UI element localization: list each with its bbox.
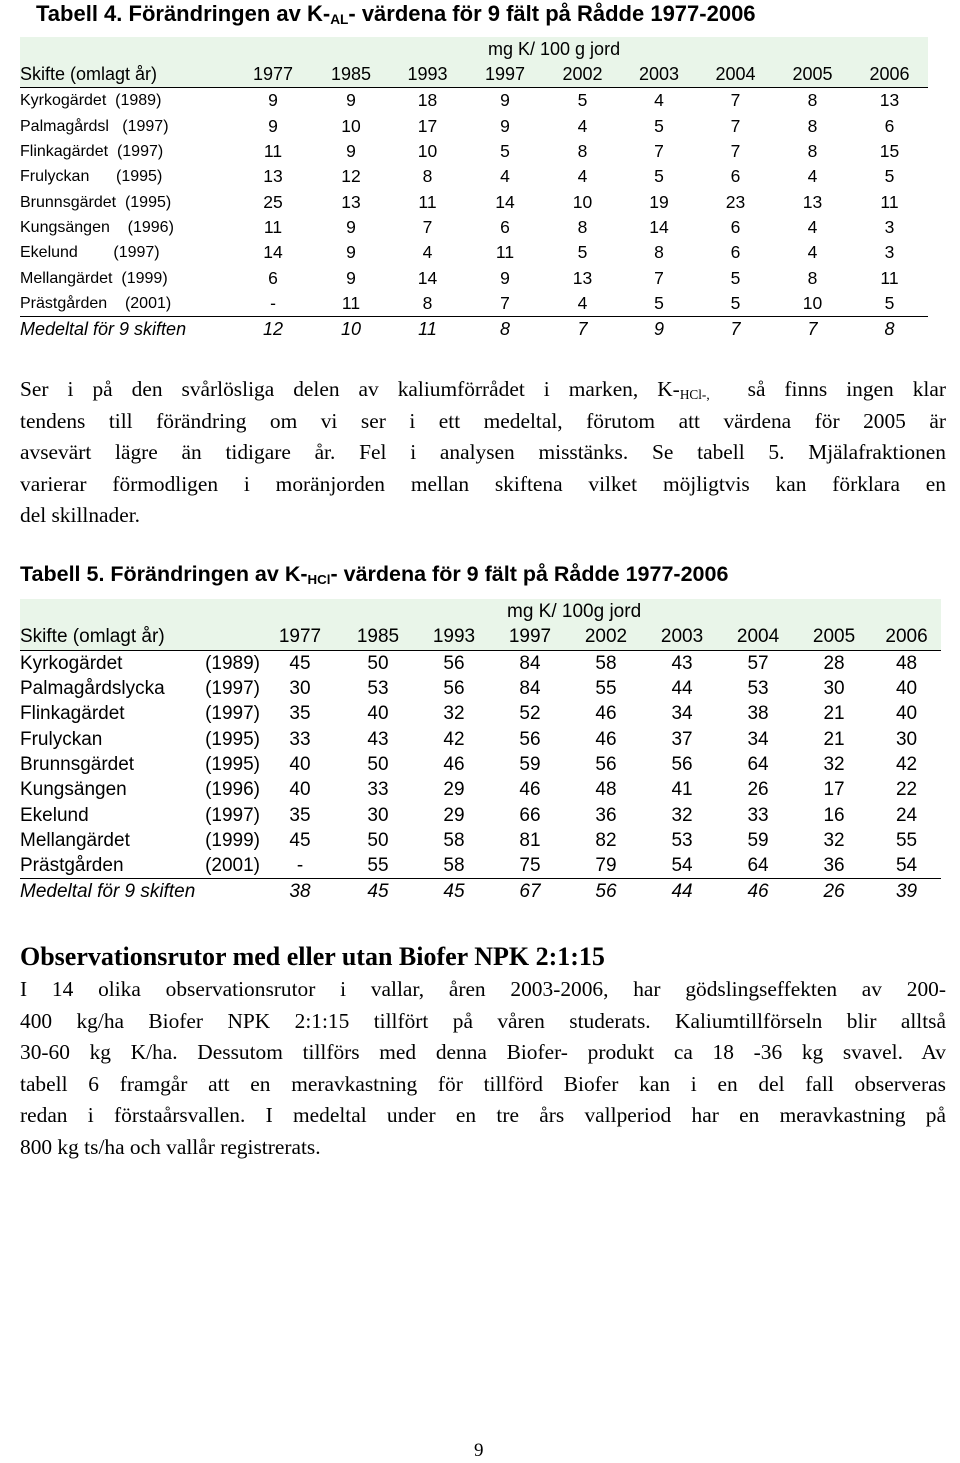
- table4-cell: 5: [851, 291, 928, 317]
- table4-cell: 14: [417, 267, 438, 288]
- table5-cell: 40: [289, 753, 311, 775]
- table4-row: [20, 114, 928, 139]
- table4-row-name: Kungsängen (1996): [20, 218, 174, 236]
- table4-cell: 4: [544, 291, 621, 317]
- table5-row-name-cell: [20, 701, 260, 726]
- table4-header-label: Skifte (omlagt år): [20, 62, 233, 88]
- table5-row: [20, 676, 941, 701]
- table4-row-name: Prästgården (2001): [20, 291, 233, 317]
- table4-mean-cell: 7: [730, 319, 741, 340]
- table4-cell: 5: [577, 90, 588, 111]
- table4-cell: 14: [649, 216, 669, 237]
- table4-year-header: 1997: [466, 62, 544, 88]
- table5-year-header: 1977: [260, 624, 340, 650]
- table4-year-header: 1985: [313, 62, 389, 88]
- table4-row-name: Brunnsgärdet (1995): [20, 193, 172, 211]
- table5-cell: 28: [823, 652, 845, 674]
- table5-row-name: Frulyckan: [20, 728, 103, 750]
- table4-cell: 10: [572, 191, 593, 212]
- table5-row-name: Kyrkogärdet: [20, 652, 123, 674]
- table5-cell: 50: [367, 652, 389, 674]
- table4-cell: 7: [654, 267, 664, 288]
- table5-row-name-cell: [20, 752, 260, 777]
- table4-cell: 8: [807, 141, 818, 162]
- table4-cell: 5: [697, 291, 774, 317]
- table5-row-name-cell: [20, 777, 260, 802]
- table5-row-name-cell: [20, 676, 260, 701]
- table4-year-header: 1977: [233, 62, 313, 88]
- table4-cell: 4: [577, 166, 588, 187]
- table5-cell: 48: [895, 652, 918, 674]
- table5-row-name-cell: [20, 828, 260, 853]
- table4-mean-cell: 12: [262, 319, 284, 340]
- table4-row: [20, 240, 928, 265]
- table4-cell: 10: [341, 115, 361, 136]
- table4-cell: 23: [725, 191, 746, 212]
- table5-cell: 33: [747, 804, 769, 826]
- table5-row: [20, 853, 941, 879]
- table5-cell: 57: [747, 652, 769, 674]
- table5-year-header: 2004: [720, 624, 796, 650]
- table5-row: [20, 828, 941, 853]
- table5-cell: 54: [644, 853, 720, 879]
- table5-cell: 16: [823, 804, 845, 826]
- table4-cell: 12: [341, 166, 361, 187]
- table5-row-name: Mellangärdet: [20, 829, 130, 851]
- table4-cell: 4: [654, 90, 664, 111]
- table4-cell: 11: [263, 141, 283, 162]
- table4-mean-cell: 9: [653, 319, 664, 340]
- table5-cell: 45: [289, 829, 311, 851]
- table4-cell: 4: [500, 166, 510, 187]
- table5: [20, 599, 941, 905]
- table5-cell: 64: [747, 753, 769, 775]
- table5-cell: 36: [595, 804, 617, 826]
- table4-cell: 8: [654, 242, 664, 263]
- paragraph-k-hcl: [20, 374, 946, 532]
- table4-body: [20, 88, 928, 317]
- paragraph-biofer: [20, 974, 946, 1163]
- table4-cell: 5: [577, 242, 588, 263]
- table4-cell: 6: [884, 115, 895, 136]
- table5-cell: 58: [416, 853, 492, 879]
- table5-cell: 56: [443, 652, 465, 674]
- table5-mean-cell: 45: [367, 881, 389, 903]
- table5-cell: 40: [895, 703, 918, 725]
- table5-cell: 40: [367, 703, 389, 725]
- table4-mean-cell: 7: [807, 319, 818, 340]
- table4-cell: 25: [263, 191, 283, 212]
- table5-cell: 79: [568, 853, 644, 879]
- page-number: 9: [474, 1440, 484, 1461]
- table4-row: [20, 164, 928, 189]
- table5-cell: 32: [823, 753, 845, 775]
- paragraph-line: I 14 olika observationsrutor i vallar, åren 2003-2006, har gödslingseffekten av 200-: [20, 977, 946, 1001]
- table5-caption-text-end: - värdena för 9 fält på Rådde 1977-2006: [330, 562, 729, 586]
- table4-cell: 4: [577, 115, 588, 136]
- table4-cell: 5: [730, 267, 741, 288]
- table4-cell: 7: [654, 141, 664, 162]
- table5-row-name: Ekelund: [20, 804, 89, 826]
- table4-cell: 19: [649, 191, 669, 212]
- table5-cell: 26: [747, 779, 769, 801]
- table4-cell: 5: [654, 166, 664, 187]
- table4-cell: 13: [572, 267, 593, 288]
- table4-cell: 13: [341, 191, 361, 212]
- table4-row-name: Ekelund (1997): [20, 244, 160, 262]
- table4-caption: [36, 1, 756, 27]
- table5-header-row: [20, 624, 941, 650]
- table5-cell: 50: [367, 753, 389, 775]
- table4-cell: 6: [268, 267, 278, 288]
- table4-cell: 8: [807, 115, 818, 136]
- table5-caption: [20, 562, 728, 587]
- table5-cell: 52: [519, 703, 541, 725]
- table5-cell: 64: [720, 853, 796, 879]
- table4-row-name: Kyrkogärdet (1989): [20, 92, 162, 110]
- table4-cell: 8: [577, 141, 588, 162]
- table4-cell: 9: [268, 90, 278, 111]
- table5-year-header: 2003: [644, 624, 720, 650]
- table5-cell: 54: [872, 853, 941, 879]
- table4-year-header: 1993: [389, 62, 466, 88]
- table4-cell: 11: [880, 191, 899, 212]
- table5-cell: 36: [796, 853, 872, 879]
- table5-cell: 34: [671, 703, 693, 725]
- table4-caption-sub: AL: [330, 12, 349, 27]
- table4-cell: 9: [268, 115, 278, 136]
- table5-row-year: (1996): [205, 779, 260, 801]
- table4-cell: 8: [577, 216, 588, 237]
- table5-cell: -: [260, 853, 340, 879]
- table4-cell: 8: [422, 166, 433, 187]
- table5-row-year: (1997): [205, 703, 260, 725]
- table4-cell: 7: [730, 141, 741, 162]
- table4-cell: 4: [807, 242, 818, 263]
- table4-caption-text: Tabell 4. Förändringen av K-: [36, 1, 331, 26]
- table4-cell: -: [233, 291, 313, 317]
- table5-unit: mg K/ 100g jord: [492, 599, 720, 624]
- table5-cell: 45: [289, 652, 311, 674]
- table5-cell: 24: [895, 804, 918, 826]
- table5-year-header: 1997: [492, 624, 568, 650]
- table5-cell: 46: [519, 779, 541, 801]
- table5-cell: 58: [595, 652, 617, 674]
- table5-row-year: (1999): [205, 829, 260, 851]
- table5-cell: 33: [367, 779, 389, 801]
- table5-mean-cell: 44: [671, 881, 693, 903]
- table5-cell: 59: [747, 829, 769, 851]
- table5-cell: 56: [443, 678, 465, 700]
- table4-mean-cell: 8: [884, 319, 895, 340]
- table5-row-name-cell: [20, 853, 260, 879]
- table4-cell: 18: [417, 90, 438, 111]
- table4-cell: 9: [346, 90, 356, 111]
- table4-mean-cell: 11: [418, 319, 437, 340]
- table5-cell: 29: [443, 804, 465, 826]
- table5-cell: 44: [671, 678, 693, 700]
- table4-unit: mg K/ 100 g jord: [466, 37, 697, 62]
- table5-row: [20, 650, 941, 676]
- table5-cell: 84: [519, 678, 541, 700]
- table5-row: [20, 802, 941, 827]
- table4-cell: 9: [500, 90, 510, 111]
- table4-cell: 8: [807, 267, 818, 288]
- table4-cell: 13: [879, 90, 900, 111]
- table5-row: [20, 752, 941, 777]
- paragraph-sub: HCl-,: [679, 387, 710, 402]
- table5-cell: 22: [895, 779, 918, 801]
- table5-cell: 30: [289, 678, 311, 700]
- table4-cell: 6: [730, 216, 741, 237]
- table4-cell: 11: [418, 191, 437, 212]
- table5-cell: 34: [747, 728, 769, 750]
- table5-unit-row: [20, 599, 941, 624]
- table5-mean-cell: 39: [895, 881, 918, 903]
- table5-cell: 30: [895, 728, 918, 750]
- table5-row-name-cell: [20, 650, 260, 676]
- table5-row: [20, 701, 941, 726]
- table4-cell: 6: [500, 216, 510, 237]
- table5-row-name: Palmagårdslycka: [20, 678, 165, 700]
- table4-cell: 5: [884, 166, 895, 187]
- table4-cell: 4: [807, 216, 818, 237]
- table4-cell: 13: [802, 191, 823, 212]
- table5-cell: 53: [671, 829, 693, 851]
- table5-row: [20, 777, 941, 802]
- table5-row: [20, 726, 941, 751]
- table5-caption-sub: HCl: [307, 572, 331, 587]
- table5-row-year: (1989): [205, 652, 260, 674]
- table5-cell: 29: [443, 779, 465, 801]
- paragraph-line: avsevärt lägre än tidigare år. Fel i analysen misstänks. Se tabell 5. Mjälafraktionen: [20, 440, 946, 464]
- table5-year-header: 2002: [568, 624, 644, 650]
- table5-cell: 66: [519, 804, 541, 826]
- table5-cell: 56: [671, 753, 693, 775]
- table4-caption-text-end: - värdena för 9 fält på Rådde 1977-2006: [348, 1, 756, 26]
- table5-mean-cell: 67: [519, 881, 541, 903]
- table5-cell: 43: [671, 652, 693, 674]
- table5-row-year: (1997): [205, 678, 260, 700]
- table4-row: [20, 291, 928, 317]
- table5-cell: 32: [443, 703, 465, 725]
- table4-mean-row: [20, 316, 928, 342]
- paragraph-line: 400 kg/ha Biofer NPK 2:1:15 tillfört på våren studerats. Kaliumtillförseln blir alltså: [20, 1008, 946, 1033]
- table4-cell: 5: [500, 141, 510, 162]
- table5-cell: 42: [895, 753, 918, 775]
- table5-row-year: (1995): [205, 753, 260, 775]
- table4-row-name: Flinkagärdet (1997): [20, 143, 164, 161]
- table4-cell: 4: [807, 166, 818, 187]
- table5-cell: 30: [367, 804, 389, 826]
- table5-mean-cell: 45: [443, 881, 465, 903]
- table4-cell: 9: [346, 141, 356, 162]
- table4-year-header: 2004: [697, 62, 774, 88]
- table5-row-name: Brunnsgärdet: [20, 753, 135, 775]
- table4-unit-row: [20, 37, 928, 62]
- table5-year-header: 2006: [872, 624, 941, 650]
- table4-cell: 7: [730, 115, 741, 136]
- table5-mean-cell: 56: [595, 881, 617, 903]
- table4-cell: 13: [263, 166, 283, 187]
- table5-cell: 46: [443, 753, 465, 775]
- table5-cell: 81: [519, 829, 541, 851]
- table4: [20, 37, 928, 342]
- table4-cell: 9: [500, 267, 510, 288]
- table4-row: [20, 88, 928, 114]
- table4-year-header: 2002: [544, 62, 621, 88]
- table5-caption-text: Tabell 5. Förändringen av K-: [20, 562, 308, 586]
- paragraph-line: 30-60 kg K/ha. Dessutom tillförs med denna Biofer- produkt ca 18 -36 kg svavel. Av: [20, 1040, 946, 1064]
- table4-cell: 11: [495, 242, 515, 263]
- table4-cell: 7: [730, 90, 741, 111]
- table4-cell: 9: [346, 216, 356, 237]
- table4-cell: 14: [263, 242, 283, 263]
- table5-cell: 46: [595, 703, 617, 725]
- table4-cell: 9: [500, 115, 510, 136]
- table4-row-name: Mellangärdet (1999): [20, 269, 168, 287]
- table4-row: [20, 265, 928, 290]
- table5-mean-cell: 38: [289, 881, 311, 903]
- table5-cell: 46: [595, 728, 617, 750]
- table5-year-header: 1985: [340, 624, 416, 650]
- table4-row-name: Frulyckan (1995): [20, 168, 163, 186]
- table4-cell: 9: [346, 242, 356, 263]
- table5-cell: 75: [492, 853, 568, 879]
- table5-row-name-cell: [20, 726, 260, 751]
- table4-cell: 5: [654, 115, 664, 136]
- paragraph-text: så finns ingen klar: [709, 377, 946, 401]
- table4-cell: 3: [884, 216, 895, 237]
- paragraph-line: redan i förstaårsvallen. I medeltal under en tre års vallperiod har en meravkastning på: [20, 1103, 946, 1127]
- paragraph-line: varierar förmodligen i moränjorden mellan skiftena vilket möjligtvis kan förklara en: [20, 471, 946, 496]
- table5-cell: 53: [367, 678, 389, 700]
- table5-cell: 41: [671, 779, 693, 801]
- table5-row-name: Kungsängen: [20, 779, 127, 801]
- table5-cell: 21: [823, 728, 845, 750]
- paragraph-line: del skillnader.: [20, 503, 140, 527]
- table5-cell: 84: [519, 652, 541, 674]
- table4-mean-label: Medeltal för 9 skiften: [20, 319, 187, 340]
- table5-cell: 53: [747, 678, 769, 700]
- table4-row: [20, 215, 928, 240]
- table5-cell: 17: [823, 779, 845, 801]
- paragraph-line: tabell 6 framgår att en meravkastning för tillförd Biofer kan i en del fall observeras: [20, 1071, 946, 1096]
- table4-cell: 11: [880, 267, 899, 288]
- table4-cell: 15: [879, 141, 900, 162]
- table4-row: [20, 139, 928, 164]
- table4-cell: 10: [774, 291, 851, 317]
- table5-mean-cell: 26: [823, 881, 845, 903]
- table5-cell: 82: [595, 829, 617, 851]
- table5-mean-cell: 46: [747, 881, 769, 903]
- table4-cell: 10: [417, 141, 438, 162]
- table4-year-header: 2006: [851, 62, 928, 88]
- table4-cell: 7: [466, 291, 544, 317]
- table5-row-year: (1997): [205, 804, 260, 826]
- table5-cell: 38: [747, 703, 769, 725]
- paragraph-line: tendens till förändring om vi ser i ett medeltal, förutom att värdena för 2005 är: [20, 408, 946, 433]
- table4-cell: 9: [346, 267, 356, 288]
- table5-row-name: Flinkagärdet: [20, 703, 125, 725]
- table5-cell: 55: [595, 678, 617, 700]
- table5-row-year: (2001): [205, 855, 260, 877]
- table5-cell: 42: [443, 728, 465, 750]
- table5-year-header: 2005: [796, 624, 872, 650]
- table5-row-name-cell: [20, 802, 260, 827]
- paragraph-line: [20, 374, 946, 406]
- table4-cell: 6: [730, 166, 741, 187]
- table5-cell: 21: [823, 703, 845, 725]
- table5-cell: 55: [895, 829, 918, 851]
- section-heading: Observationsrutor med eller utan Biofer NPK 2:1:15: [20, 942, 605, 971]
- table5-mean-row: [20, 879, 941, 905]
- table5-header-label: Skifte (omlagt år): [20, 624, 260, 650]
- table4-row-name: Palmagårdsl (1997): [20, 117, 169, 135]
- table5-cell: 50: [367, 829, 389, 851]
- paragraph-text: Ser i på den svårlösliga delen av kaliumförrådet i marken, K-: [20, 377, 680, 401]
- table4-cell: 11: [263, 216, 283, 237]
- table4-mean-cell: 10: [340, 319, 362, 340]
- table5-cell: 59: [519, 753, 541, 775]
- table4-mean-cell: 8: [499, 319, 510, 340]
- table5-cell: 55: [340, 853, 416, 879]
- table5-cell: 58: [443, 829, 465, 851]
- table5-row-year: (1995): [205, 728, 260, 750]
- table4-cell: 4: [422, 242, 433, 263]
- table4-cell: 7: [422, 216, 433, 237]
- table5-cell: 32: [671, 804, 693, 826]
- table5-cell: 56: [519, 728, 541, 750]
- table4-cell: 6: [730, 242, 741, 263]
- table4-year-header: 2003: [621, 62, 697, 88]
- table5-cell: 33: [289, 728, 311, 750]
- table5-cell: 40: [289, 779, 311, 801]
- table4-cell: 8: [807, 90, 818, 111]
- table5-year-header: 1993: [416, 624, 492, 650]
- table5-cell: 32: [823, 829, 845, 851]
- table4-header-row: [20, 62, 928, 88]
- table5-cell: 35: [289, 804, 311, 826]
- table5-cell: 35: [289, 703, 311, 725]
- table4-cell: 3: [884, 242, 895, 263]
- table4-cell: 17: [417, 115, 438, 136]
- table5-mean-label: Medeltal för 9 skiften: [20, 881, 196, 903]
- table5-cell: 48: [595, 779, 617, 801]
- table5-cell: 30: [823, 678, 845, 700]
- table4-cell: 11: [313, 291, 389, 317]
- table4-cell: 14: [495, 191, 515, 212]
- table4-year-header: 2005: [774, 62, 851, 88]
- table5-cell: 40: [895, 678, 918, 700]
- table4-cell: 8: [389, 291, 466, 317]
- table5-cell: 37: [671, 728, 693, 750]
- table5-cell: 56: [595, 753, 617, 775]
- table5-row-name: Prästgården: [20, 855, 124, 877]
- table4-row: [20, 189, 928, 214]
- table4-cell: 5: [621, 291, 697, 317]
- table5-body: [20, 650, 941, 879]
- table5-cell: 43: [367, 728, 389, 750]
- table4-mean-cell: 7: [577, 319, 588, 340]
- paragraph-line: 800 kg ts/ha och vallår registrerats.: [20, 1134, 321, 1159]
